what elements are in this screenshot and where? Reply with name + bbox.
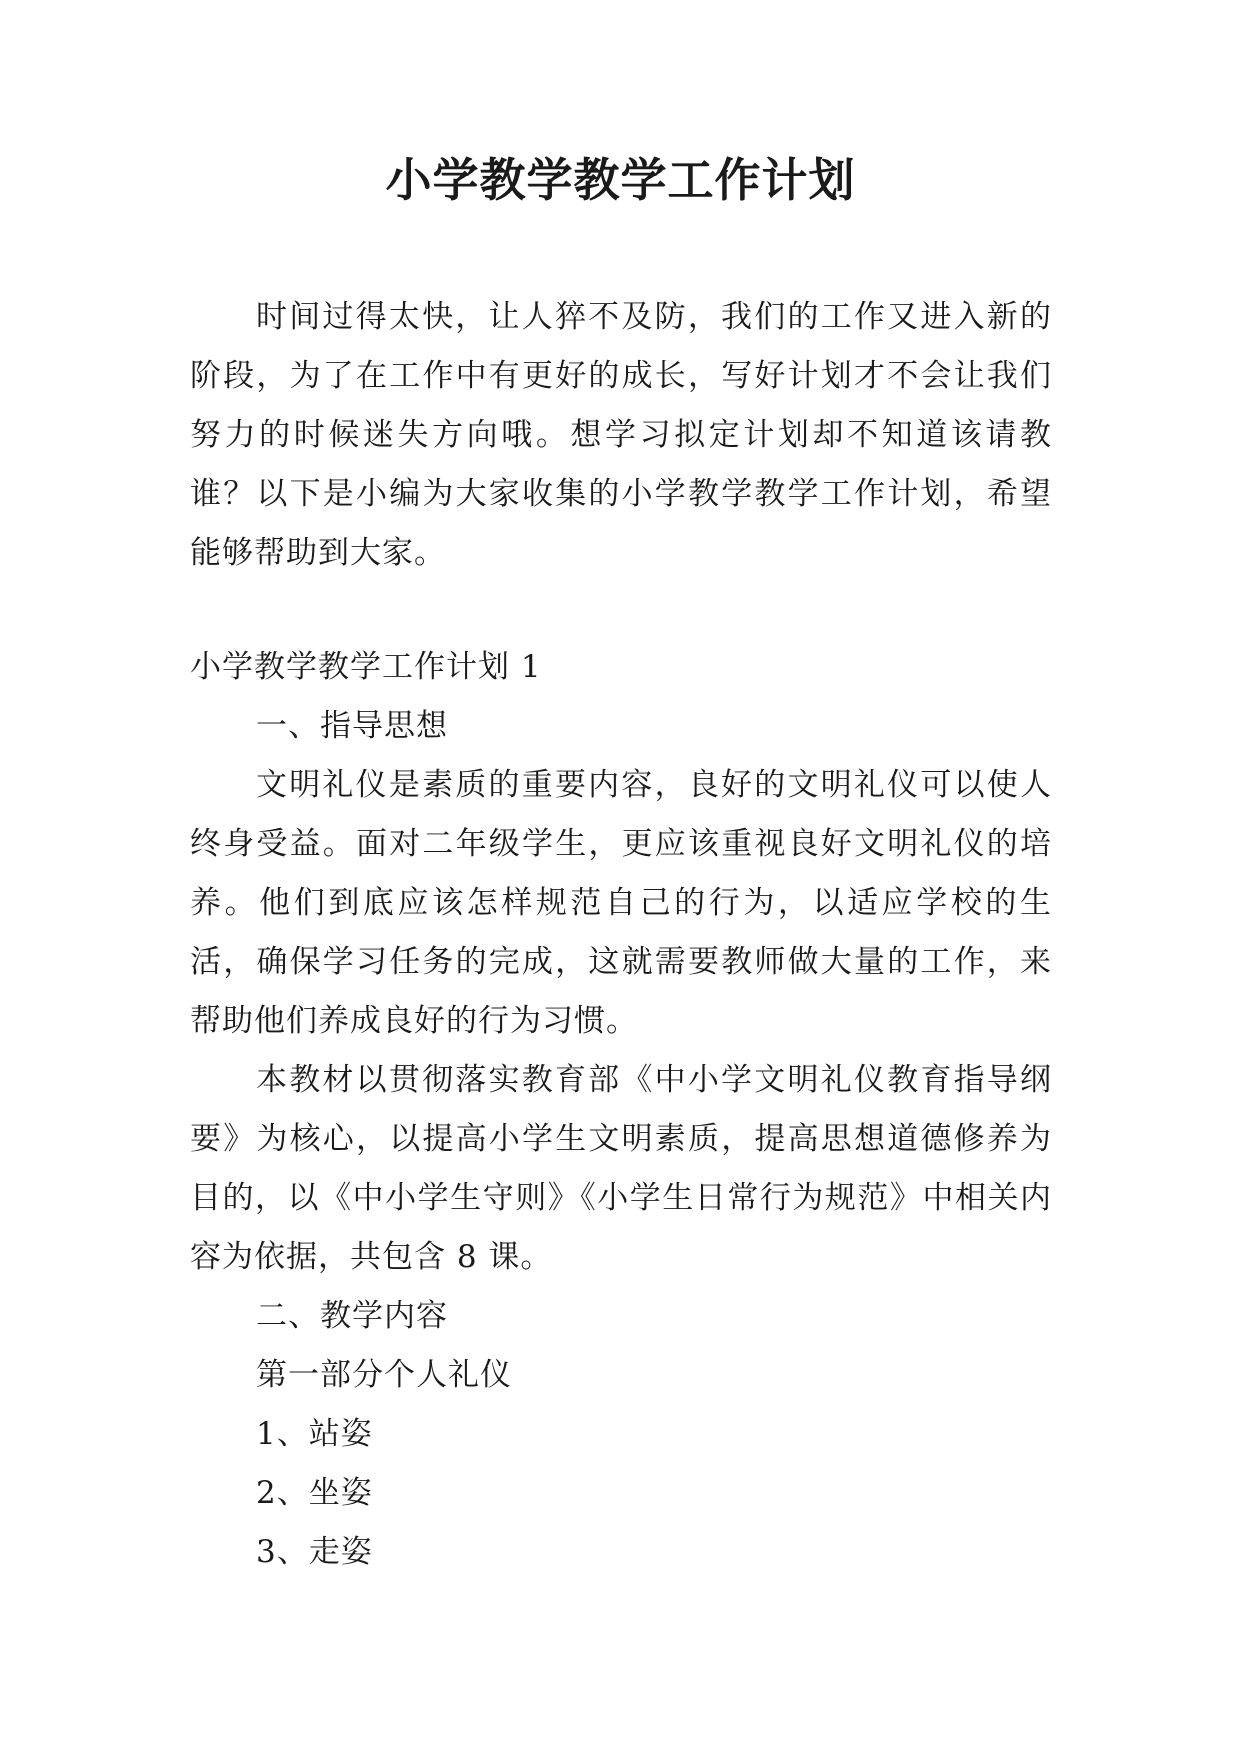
intro-paragraph: 时间过得太快，让人猝不及防，我们的工作又进入新的阶段，为了在工作中有更好的成长，写好计划才不会让我们努力的时候迷失方向哦。想学习拟定计划却不知道该请教谁？以下是小编为大家收集的小学教学教学工作计划，希望能够帮助到大家。 (190, 299, 1052, 571)
section-heading-guiding-idea: 一、指导思想 (256, 708, 448, 744)
plan-heading: 小学教学教学工作计划 1 (190, 649, 542, 685)
document-body (190, 288, 1052, 1582)
list-item: 3、走姿 (256, 1534, 373, 1570)
guiding-idea-paragraph-2: 本教材以贯彻落实教育部《中小学文明礼仪教育指导纲要》为核心，以提高小学生文明素质，提高思想道德修养为目的，以《中小学生守则》《小学生日常行为规范》中相关内容为依据，共包含 8 课。 (190, 1062, 1052, 1275)
section-heading-teaching-content: 二、教学内容 (256, 1298, 448, 1334)
spacer (190, 583, 1052, 638)
list-item: 2、坐姿 (256, 1475, 373, 1511)
document-title: 小学教学教学工作计划 (385, 153, 856, 207)
part-heading-personal-etiquette: 第一部分个人礼仪 (256, 1357, 512, 1393)
list-item: 1、站姿 (256, 1416, 373, 1452)
guiding-idea-paragraph-1: 文明礼仪是素质的重要内容，良好的文明礼仪可以使人终身受益。面对二年级学生，更应该重视良好文明礼仪的培养。他们到底应该怎样规范自己的行为，以适应学校的生活，确保学习任务的完成，这就需要教师做大量的工作，来帮助他们养成良好的行为习惯。 (190, 767, 1052, 1039)
